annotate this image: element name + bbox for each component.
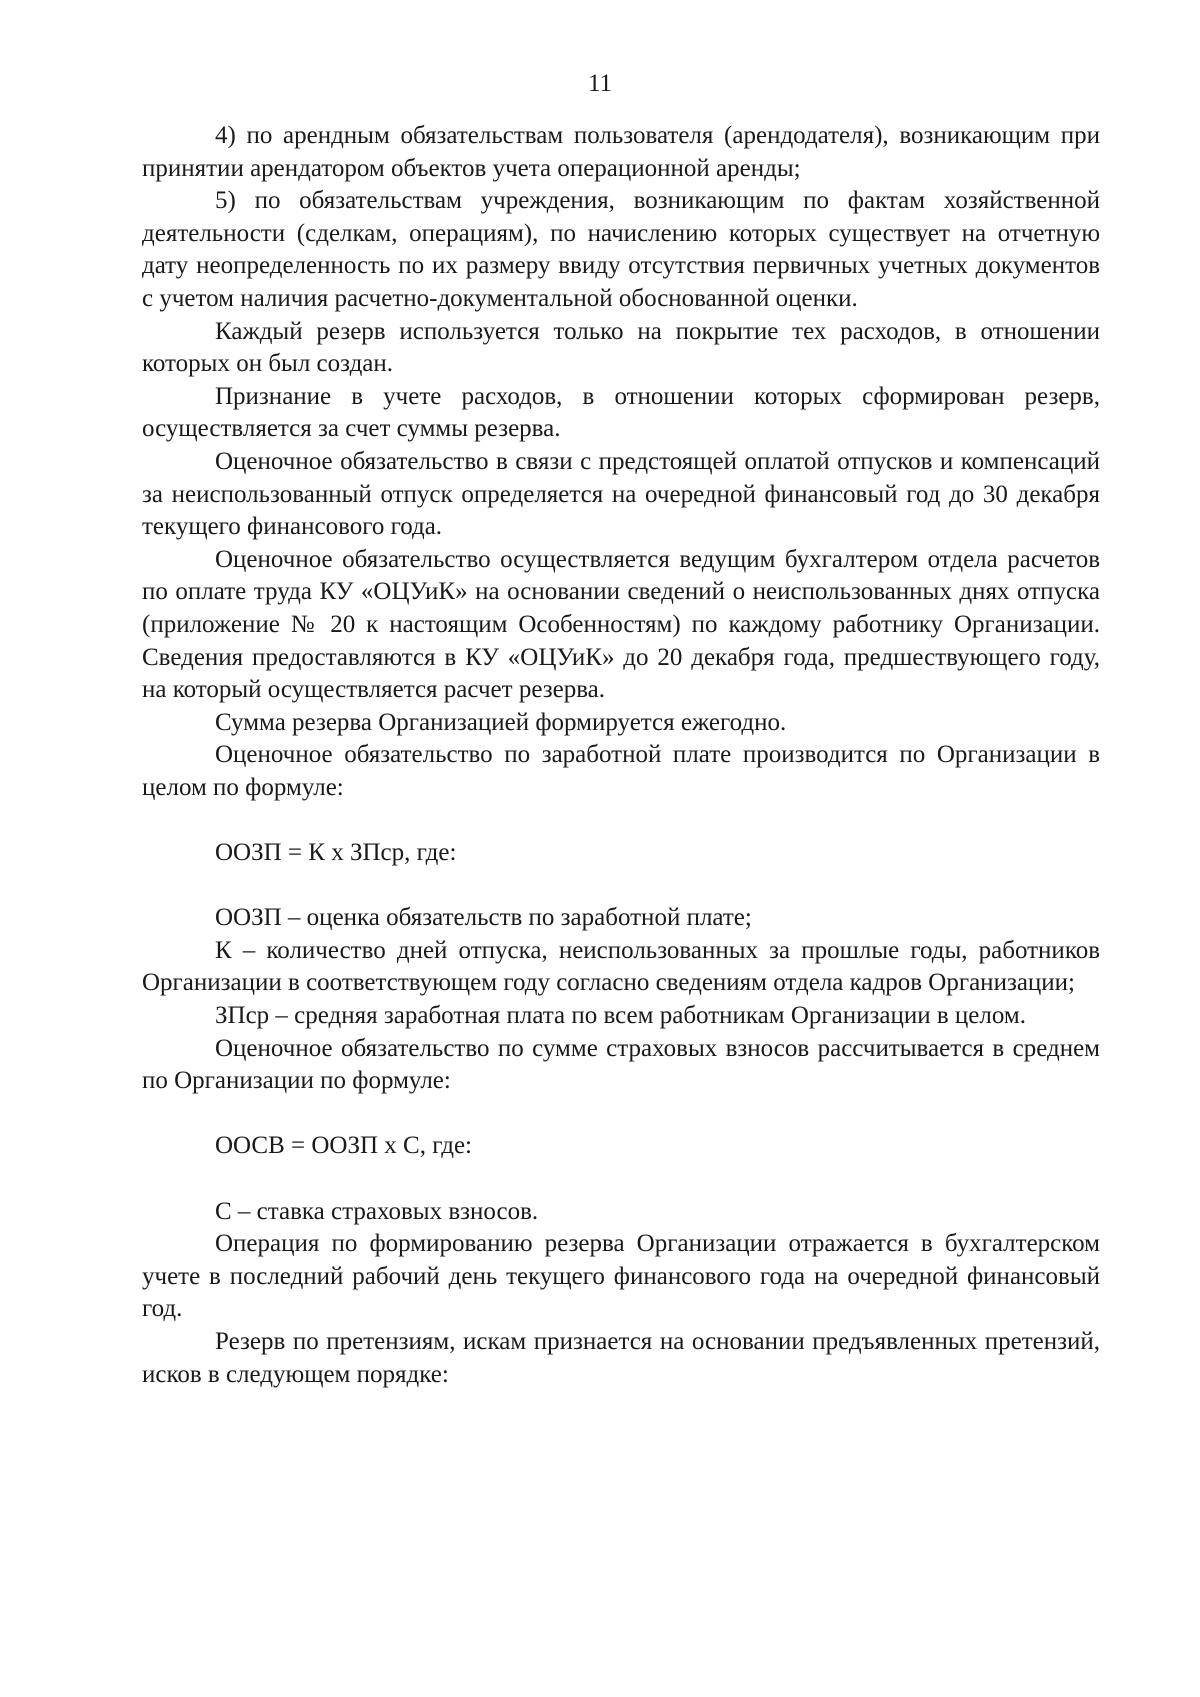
paragraph-reserve-accounting: Операция по формированию резерва Организации отражается в бухгалтерском учете в последний рабочий день текущего финансового года на очередной финансовый год. [142, 1230, 1100, 1323]
document-body [142, 120, 1100, 1391]
paragraph-annual-reserve: Сумма резерва Организацией формируется ежегодно. [215, 708, 787, 736]
paragraph-obligation-calculation: Оценочное обязательство осуществляется ведущим бухгалтером отдела расчетов по оплате труда КУ «ОЦУиК» на основании сведений о неиспользованных днях отпуска (приложение № 20 к настоящим Особенностям) по каждому работнику Организации. Сведения предоставляются в КУ «ОЦУиК» до 20 декабря года, предшествующего году, на который осуществляется расчет резерва. [142, 545, 1100, 704]
formula-salary-obligation: ООЗП = К х ЗПср, где: [215, 839, 457, 867]
formula-insurance-obligation: ООСВ = ООЗП х С, где: [215, 1132, 472, 1160]
paragraph-zpsr-definition: ЗПср – средняя заработная плата по всем работникам Организации в целом. [215, 1002, 1026, 1030]
paragraph-c-definition: С – ставка страховых взносов. [215, 1197, 539, 1225]
paragraph-k-definition: К – количество дней отпуска, неиспользованных за прошлые годы, работников Организации в соответствующем году согласно сведениям отдела кадров Организации; [142, 936, 1100, 997]
paragraph-expense-recognition: Признание в учете расходов, в отношении которых сформирован резерв, осуществляется за счет суммы резерва. [142, 382, 1100, 443]
paragraph-oozp-definition: ООЗП – оценка обязательств по заработной плате; [215, 904, 752, 932]
spacer [142, 870, 1100, 903]
spacer [142, 804, 1100, 837]
paragraph-insurance-formula-intro: Оценочное обязательство по сумме страховых взносов рассчитывается в среднем по Организации по формуле: [142, 1034, 1100, 1095]
paragraph-reserve-usage: Каждый резерв используется только на покрытие тех расходов, в отношении которых он был создан. [142, 317, 1100, 378]
paragraph-vacation-obligation: Оценочное обязательство в связи с предстоящей оплатой отпусков и компенсаций за неиспользованный отпуск определяется на очередной финансовый год до 30 декабря текущего финансового года. [142, 447, 1100, 541]
spacer [142, 1098, 1100, 1131]
paragraph-institution-obligations: 5) по обязательствам учреждения, возникающим по фактам хозяйственной деятельности (сделкам, операциям), по начислению которых существует на отчетную дату неопределенность по их размеру ввиду отсутствия первичных учетных документов с учетом наличия расчетно-документальной обоснованной оценки. [142, 187, 1100, 312]
page-number: 11 [587, 70, 613, 97]
paragraph-lease-obligations: 4) по арендным обязательствам пользователя (арендодателя), возникающим при принятии арендатором объектов учета операционной аренды; [142, 122, 1100, 182]
paragraph-salary-formula-intro: Оценочное обязательство по заработной плате производится по Организации в целом по формуле: [142, 741, 1100, 801]
paragraph-claims-reserve: Резерв по претензиям, искам признается на основании предъявленных претензий, исков в следующем порядке: [142, 1327, 1100, 1388]
spacer [142, 1163, 1100, 1196]
